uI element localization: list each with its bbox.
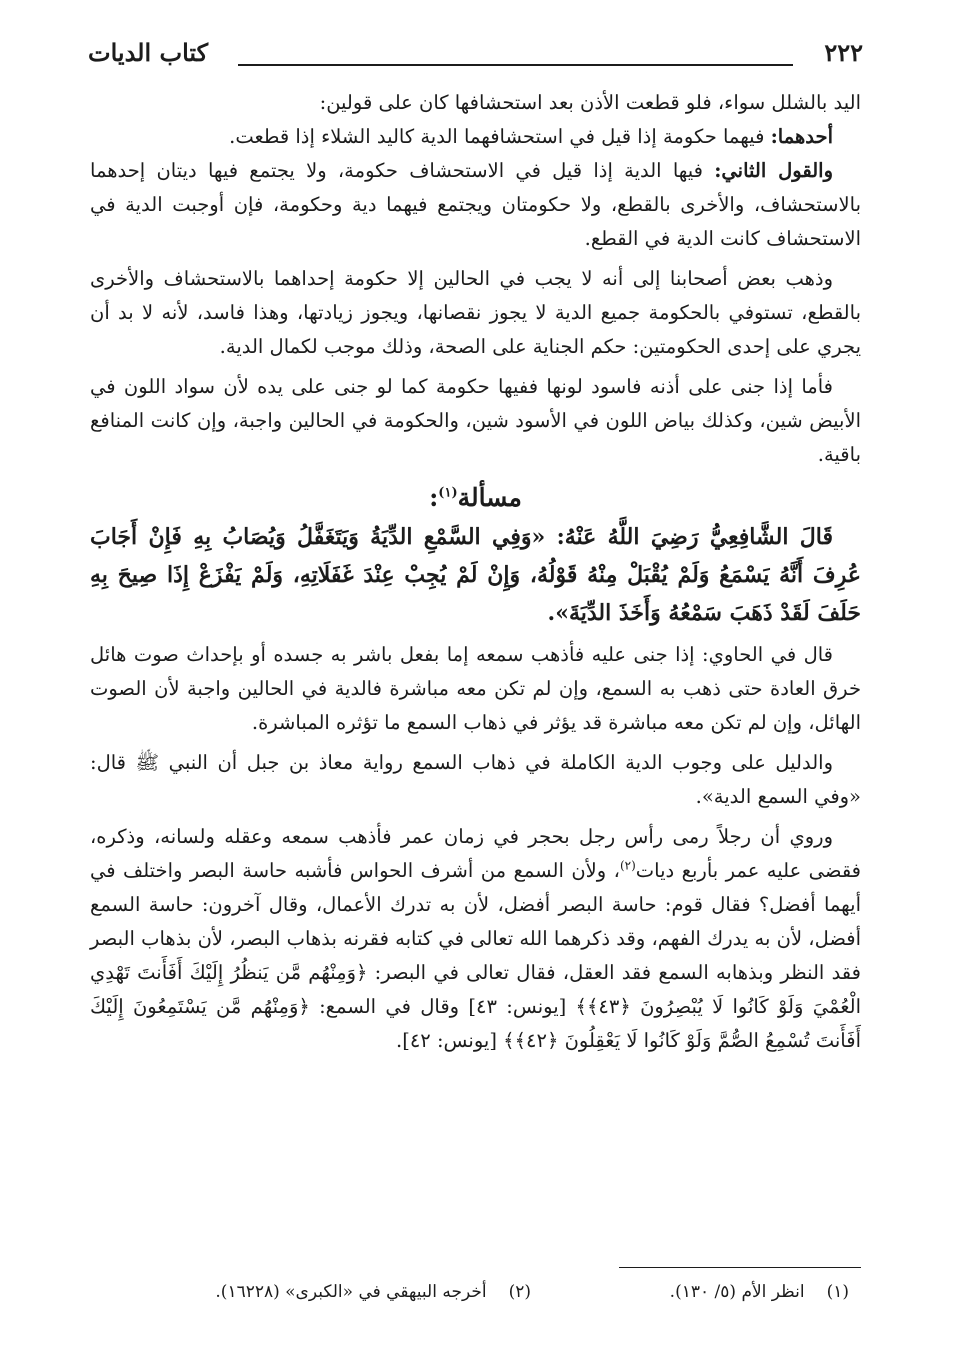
- header-rule: [238, 64, 793, 66]
- paragraph-8-part-a: وروي أن رجلاً رمى رأس رجل بحجر في زمان عمر فأذهب سمعه وعقله ولسانه، وذكره، فقضى عليه عمر بأربع ديات: [90, 825, 862, 882]
- footnote-ref-2[interactable]: (٢): [619, 858, 636, 873]
- footnote-1-text: انظر الأم (٥/ ١٣٠).: [669, 1282, 805, 1302]
- footnote-2-number: (٢): [508, 1282, 531, 1302]
- page-number: ٢٢٢: [824, 38, 863, 67]
- paragraph-3-lead: والقول الثاني:: [714, 159, 833, 182]
- paragraph-8-part-b: ، ولأن السمع من أشرف الحواس فأشبه حاسة البصر واختلف في أيهما أفضل؟ فقال قوم: حاسة البصر أفضل، لأن به تدرك الأعمال، وقال آخرون: حاسة السمع أفضل، لأن به يدرك الفهم، وقد ذكرهما الله تعالى في كتابه فقرنه بذهاب البصر، لأن بذهاب البصر فقد النظر وبذهابه السمع فقد العقل، فقال تعالى في البصر: ﴿وَمِنْهُم مَّن يَنظُرُ إِلَيْكَ أَفَأَنتَ تَهْدِي الْعُمْيَ وَلَوْ كَانُوا لَا يُبْصِرُونَ ﴿٤٣﴾﴾ [يونس: ٤٣] وقال في السمع: ﴿وَمِنْهُم مَّن يَسْتَمِعُونَ إِلَيْكَ أَفَأَنتَ تُسْمِعُ الصُّمَّ وَلَوْ كَانُوا لَا يَعْقِلُونَ ﴿٤٢﴾﴾ [يونس: ٤٢].: [90, 859, 861, 1052]
- page-body: [90, 86, 861, 1058]
- section-heading: [90, 480, 861, 516]
- paragraph-2-text: فيهما حكومة إذا قيل في استحشافهما الدية كاليد الشلاء إذا قطعت.: [229, 125, 771, 148]
- footnote-1: [670, 1278, 849, 1306]
- paragraph-5: فأما إذا جنى على أذنه فاسود لونها ففيها حكومة كما لو جنى على يده لأن سواد اللون في الأبيض شين، وكذلك بياض اللون في الأسود شين، والحكومة في الحالين واجبة، وإن كانت المنافع باقية.: [90, 375, 861, 466]
- paragraph-6: قال في الحاوي: إذا جنى عليه فأذهب سمعه إما بفعل باشر به جسده أو بإحداث صوت هائل خرق العادة حتى ذهب به السمع، وإن لم تكن معه مباشرة فالدية في الحالين واجبة لأن الصوت الهائل، وإن لم تكن معه مباشرة قد يؤثر في ذهاب السمع ما تؤثره المباشرة.: [90, 643, 861, 734]
- footnote-1-number: (١): [826, 1282, 849, 1302]
- footnote-2-text: أخرجه البيهقي في «الكبرى» (١٦٢٢٨).: [215, 1282, 487, 1302]
- paragraph-3: [90, 154, 861, 256]
- paragraph-1: اليد بالشلل سواء، فلو قطعت الأذن بعد استحشافها كان على قولين:: [319, 91, 861, 114]
- paragraph-2-lead: أحدهما:: [770, 125, 833, 148]
- section-heading-text: مسألة: [457, 483, 522, 512]
- paragraph-2: [90, 120, 861, 154]
- paragraph-3-text: فيها الدية إذا قيل في الاستحشاف حكومة، ولا يجتمع فيها ديتان إحدهما بالاستحشاف، والأخرى بالقطع، ولا حكومتان ويجتمع فيهما دية وحكومة، فإن أوجبت الدية في الاستحشاف كانت الدية في القطع.: [90, 159, 861, 250]
- footnote-rule: [619, 1267, 861, 1268]
- section-heading-colon: :: [429, 483, 439, 512]
- footnote-2: [215, 1278, 531, 1306]
- paragraph-4: وذهب بعض أصحابنا إلى أنه لا يجب في الحالين إلا حكومة إحداهما بالاستحشاف والأخرى بالقطع، تستوفي بالحكومة جميع الدية لا يجوز نقصانها، ويجوز زيادتها، وهذا فاسد، لأنه لا بد أن يجري على إحدى الحكومتين: حكم الجناية على الصحة، وذلك موجب لكمال الدية.: [90, 267, 861, 358]
- shafii-quote: قَالَ الشَّافِعِيُّ رَضِيَ اللَّهُ عَنْهُ: «وَفِي السَّمْعِ الدِّيَةُ وَيَتَغَفَّلُ وَيُصَابُ بِهِ فَإِنْ أَجَابَ عُرِفَ أَنَّهُ يَسْمَعُ وَلَمْ يُقْبَلْ مِنْهُ قَوْلُهُ، وَإِنْ لَمْ يُجِبْ عِنْدَ غَفَلَاتِهِ، وَلَمْ يَفْزَعْ إِذَا صِيحَ بِهِ حَلَفَ لَقَدْ ذَهَبَ سَمْعُهُ وَأَخَذَ الدِّيَةَ».: [90, 524, 861, 626]
- running-title: كتاب الديات: [88, 38, 209, 67]
- footnote-ref-1[interactable]: (١): [438, 485, 458, 501]
- page-header: [88, 38, 863, 82]
- paragraph-7: والدليل على وجوب الدية الكاملة في ذهاب السمع رواية معاذ بن جبل أن النبي ﷺ قال: «وفي السمع الدية».: [90, 751, 861, 808]
- paragraph-8: [90, 820, 861, 1058]
